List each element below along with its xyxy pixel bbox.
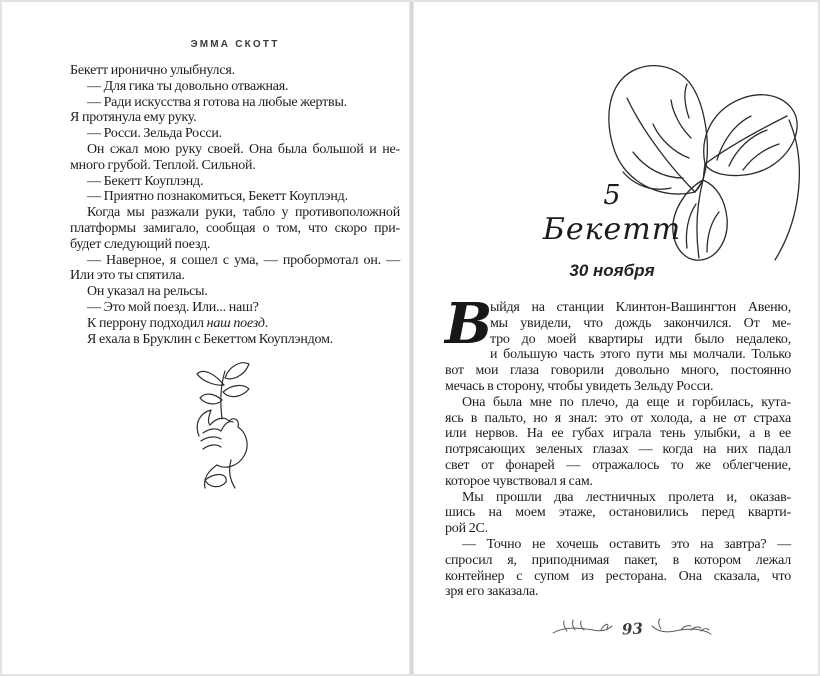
text-line: свет от фонарей — отражалось то же облегчение, xyxy=(445,457,791,473)
page-number: 93 xyxy=(621,619,643,639)
chapter-date: 30 ноября xyxy=(569,261,655,280)
chapter-number: 5 xyxy=(603,180,621,211)
text-line: — Бекетт Коуплэнд. xyxy=(87,173,204,189)
text-line: ясь в пальто, но я знал: это от холода, а не от страха xyxy=(445,410,791,426)
right-page-text xyxy=(445,291,791,600)
text-line: зря его заказала. xyxy=(445,584,539,600)
text-line: Она была мне по плечо, да еще и горбилась, кута- xyxy=(462,394,791,410)
text-line: мы увидели, что дождь закончился. От ме- xyxy=(490,315,791,331)
text-segment: . xyxy=(264,315,269,331)
branch-flourish-left-icon xyxy=(551,617,613,641)
text-line: и большую часть этого пути мы молчали. Только xyxy=(490,347,791,363)
text-line: вот мои глаза говорили довольно много, постоянно xyxy=(445,363,791,379)
text-line: Он сжал мою руку своей. Она была большой и не- xyxy=(87,141,400,157)
drop-cap-letter: В xyxy=(445,291,493,357)
page-footer xyxy=(514,610,750,648)
text-line: — Точно не хочешь оставить это на завтра? — xyxy=(462,536,791,552)
text-line: Я протянула ему руку. xyxy=(70,110,197,126)
text-line: — Наверное, я сошел с ума, — пробормотал он. — xyxy=(87,252,400,268)
text-segment-italic: наш поезд xyxy=(206,315,265,331)
right-page xyxy=(414,2,820,676)
text-line: потрясающих зеленых глазах — когда на них падал xyxy=(445,442,791,458)
text-line: Мы прошли два лестничных пролета и, оказав- xyxy=(462,489,791,505)
chapter-title: Бекетт xyxy=(542,212,682,247)
branch-flourish-right-icon xyxy=(651,617,713,641)
text-line: — Это мой поезд. Или... наш? xyxy=(87,299,259,315)
text-line: много грубой. Теплой. Сильной. xyxy=(70,157,256,173)
running-header-author: ЭММА СКОТТ xyxy=(190,39,280,50)
hand-holding-sprig-icon xyxy=(170,358,270,490)
left-page-text xyxy=(70,63,400,347)
text-line: — Ради искусства я готова на любые жертвы. xyxy=(87,94,347,110)
text-line: — Росси. Зельда Росси. xyxy=(87,126,222,142)
left-page xyxy=(2,2,409,676)
text-segment: К перрону подходил xyxy=(87,315,207,331)
text-line: которое чувствовал я сам. xyxy=(445,473,593,489)
text-line: шись на моем этаже, остановились перед кварти- xyxy=(445,505,791,521)
text-line xyxy=(70,316,400,332)
text-line: — Приятно познакомиться, Бекетт Коуплэнд. xyxy=(87,189,348,205)
text-line: Он указал на рельсы. xyxy=(87,284,208,300)
text-line: — Для гика ты довольно отважная. xyxy=(87,78,289,94)
text-line: Я ехала в Бруклин с Бекеттом Коуплэндом. xyxy=(87,331,334,347)
text-line: Когда мы разжали руки, табло у противоположной xyxy=(87,205,400,221)
text-line: контейнер с супом из ресторана. Она сказала, что xyxy=(445,568,791,584)
text-line: рой 2C. xyxy=(445,521,488,537)
text-line: платформы замигало, сообщая о том, что скоро при- xyxy=(70,220,400,236)
text-line: или нервов. На ее губах играла тень улыбки, а в ее xyxy=(445,426,791,442)
text-line: Или это ты спятила. xyxy=(70,268,185,284)
text-line: будет следующий поезд. xyxy=(70,236,211,252)
text-line: спросил я, приподнимая пакет, в котором лежал xyxy=(445,552,791,568)
text-line: ыйдя на станции Клинтон-Вашингтон Авеню, xyxy=(490,300,791,315)
text-line: тро до моей квартиры идти было недалеко, xyxy=(490,331,791,347)
text-line: мечась в сторону, чтобы увидеть Зельду Росси. xyxy=(445,378,714,394)
text-line: Бекетт иронично улыбнулся. xyxy=(70,63,235,78)
